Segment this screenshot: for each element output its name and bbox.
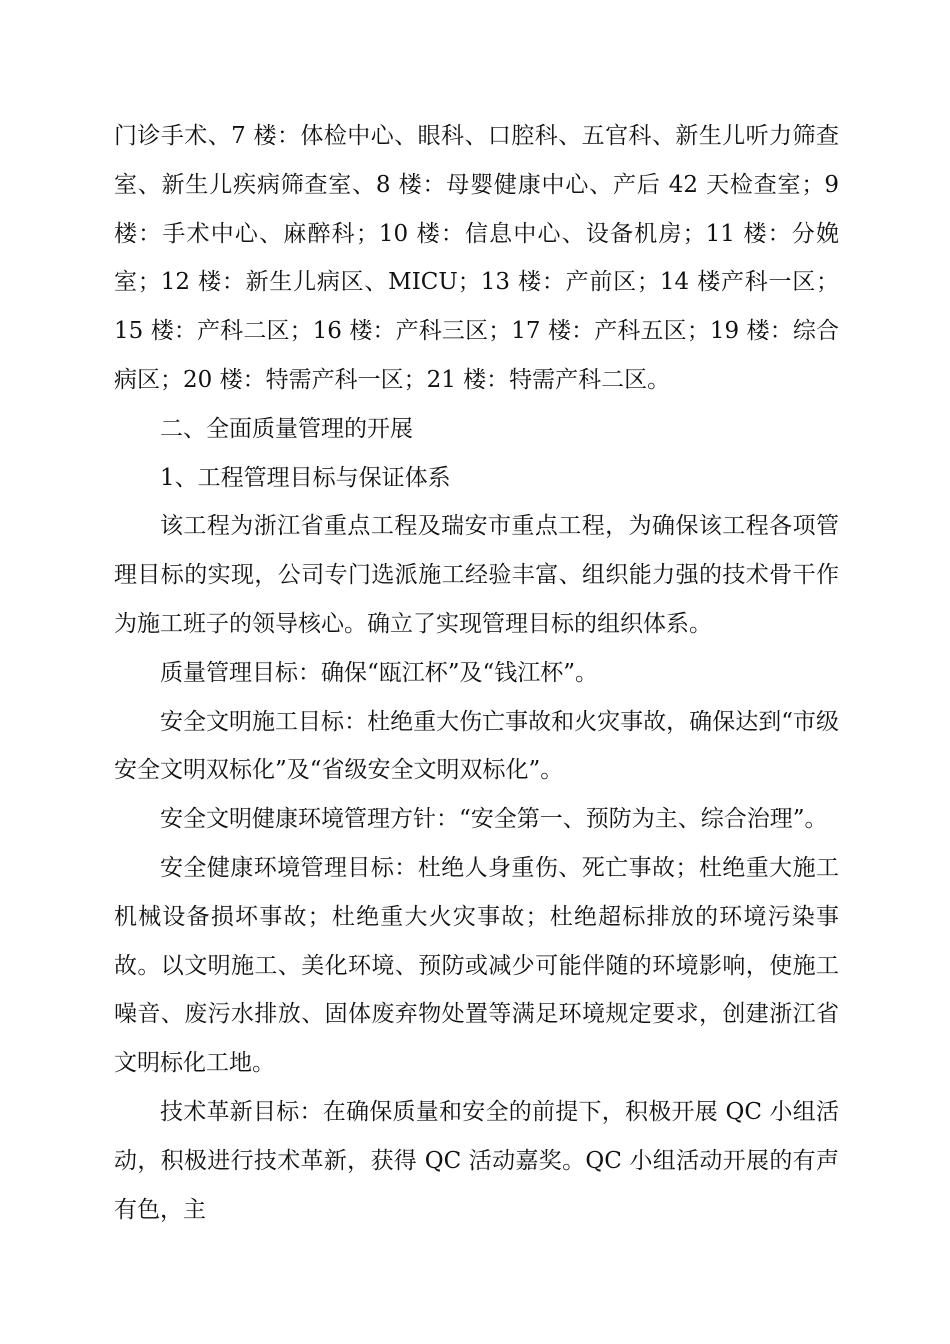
- document-body: [114, 112, 839, 1234]
- paragraph-safety-policy: 安全文明健康环境管理方针：“安全第一、预防为主、综合治理”。: [160, 806, 828, 833]
- paragraph-quality-goal: 质量管理目标：确保“瓯江杯”及“钱江杯”。: [160, 659, 599, 686]
- paragraph-innovation-goal: 技术革新目标：在确保质量和安全的前提下，积极开展 QC 小组活动，积极进行技术革新，获得 QC 活动嘉奖。QC 小组活动开展的有声有色，主: [114, 1098, 839, 1223]
- paragraph-project-overview: 该工程为浙江省重点工程及瑞安市重点工程，为确保该工程各项管理目标的实现，公司专门选派施工经验丰富、组织能力强的技术骨干作为施工班子的领导核心。确立了实现管理目标的组织体系。: [114, 513, 839, 637]
- paragraph-floor-directory: 门诊手术、7 楼：体检中心、眼科、口腔科、五官科、新生儿听力筛查室、新生儿疾病筛查室、8 楼：母婴健康中心、产后 42 天检查室；9 楼：手术中心、麻醉科；10 楼：信息中心、设备机房；11 楼：分娩室；12 楼：新生儿病区、MICU；13 楼：产前区；14 楼产科一区；15 楼：产科二区；16 楼：产科三区；17 楼：产科五区；19 楼：综合病区；20 楼：特需产科一区；21 楼：特需产科二区。: [114, 123, 839, 393]
- paragraph-environment-goal: 安全健康环境管理目标：杜绝人身重伤、死亡事故；杜绝重大施工机械设备损坏事故；杜绝重大火灾事故；杜绝超标排放的环境污染事故。以文明施工、美化环境、预防或减少可能伴随的环境影响，使施工噪音、废污水排放、固体废弃物处置等满足环境规定要求，创建浙江省文明标化工地。: [114, 854, 839, 1077]
- subsection-heading: 1、工程管理目标与保证体系: [160, 464, 451, 491]
- paragraph-safety-goal: 安全文明施工目标：杜绝重大伤亡事故和火灾事故，确保达到“市级安全文明双标化”及“省级安全文明双标化”。: [114, 708, 839, 784]
- section-heading: 二、全面质量管理的开展: [160, 415, 413, 442]
